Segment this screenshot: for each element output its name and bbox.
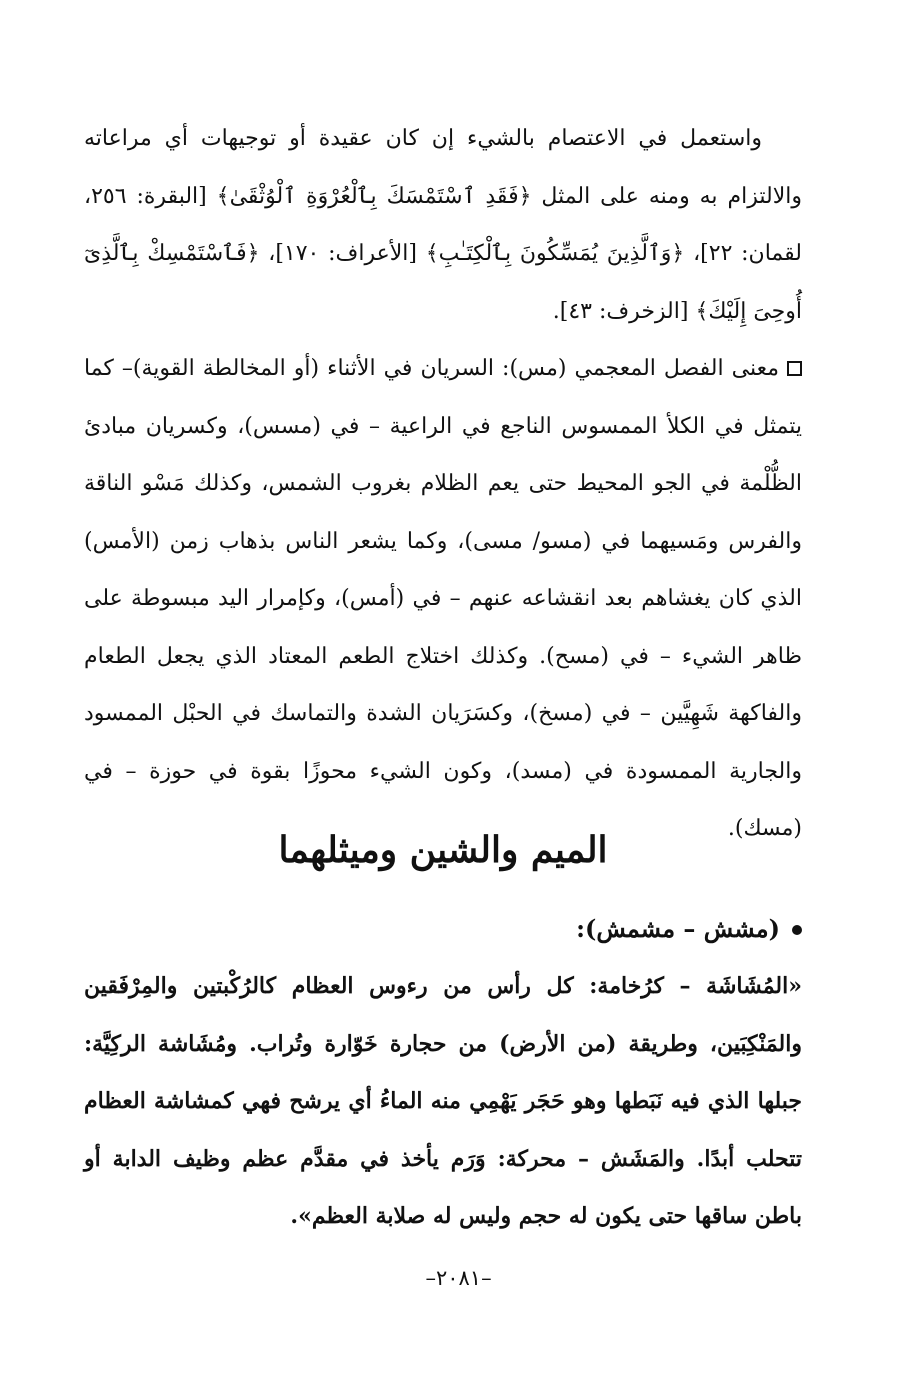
section-title: الميم والشين وميثلهما xyxy=(278,829,608,871)
paragraph-istimsak xyxy=(84,110,802,340)
paragraph-1-text: واستعمل في الاعتصام بالشيء إن كان عقيدة أو توجيهات أي مراعاته والالتزام به ومنه على المثل ﴿فَقَدِ ٱسْتَمْسَكَ بِٱلْعُرْوَةِ ٱلْوُثْقَىٰ﴾ [البقرة: ٢٥٦، لقمان: ٢٢]، ﴿وَٱلَّذِينَ يُمَسِّكُونَ بِٱلْكِتَـٰبِ﴾ [الأعراف: ١٧٠]، ﴿فَٱسْتَمْسِكْ بِٱلَّذِىٓ أُوحِىَ إِلَيْكَ﴾ [الزخرف: ٤٣]. xyxy=(84,126,802,324)
paragraph-2-text: معنى الفصل المعجمي (مس): السريان في الأثناء (أو المخالطة القوية)– كما يتمثل في الكلأ الممسوس الناجع في الراعية – في (مسس)، وكسريان مبادئ الظُّلْمة في الجو المحيط حتى يعم الظلام بغروب الشمس، وكذلك مَسْو الناقة والفرس ومَسيهما في (مسو/ مسى)، وكما يشعر الناس بذهاب زمن (الأمس) الذي كان يغشاهم بعد انقشاعه عنهم – في (أمس)، وكإمرار اليد مبسوطة على ظاهر الشيء – في (مسح). وكذلك اختلاج الطعم المعتاد الذي يجعل الطعام والفاكهة شَهِيَّين – في (مسخ)، وكسَرَيان الشدة والتماسك في الحبْل الممسود والجارية الممسودة في (مسد)، وكون الشيء محوزًا بقوة في حوزة – في (مسك). xyxy=(84,356,802,841)
bullet-dot-icon xyxy=(792,925,802,935)
paragraph-3-text: «المُشَاشَة – كرُخامة: كل رأس من رءوس العظام كالرُكْبتين والمِرْفَقين والمَنْكِبَين، وطريقة (من الأرض) من حجارة خَوّارة وتُراب. ومُشَاشة الركِيَّة: جبلها الذي فيه نَبَطها وهو حَجَر يَهْمِي منه الماءُ أي يرشح فهي كمشاشة العظام تتحلب أبدًا. والمَشَش – محركة: وَرَم يأخذ في مقدَّم عظم وظيف الدابة أو باطن ساقها حتى يكون له حجم وليس له صلابة العظم». xyxy=(84,973,802,1229)
paragraph-mushasha-definition xyxy=(84,958,802,1246)
page-number: –٢٠٨١– xyxy=(425,1266,492,1290)
paragraph-2-container xyxy=(84,340,802,858)
entry-heading-text: (مشش – مشمش): xyxy=(576,914,780,943)
square-bullet-icon xyxy=(787,361,802,376)
paragraph-lexical-meaning xyxy=(84,340,802,858)
entry-heading xyxy=(84,900,802,958)
